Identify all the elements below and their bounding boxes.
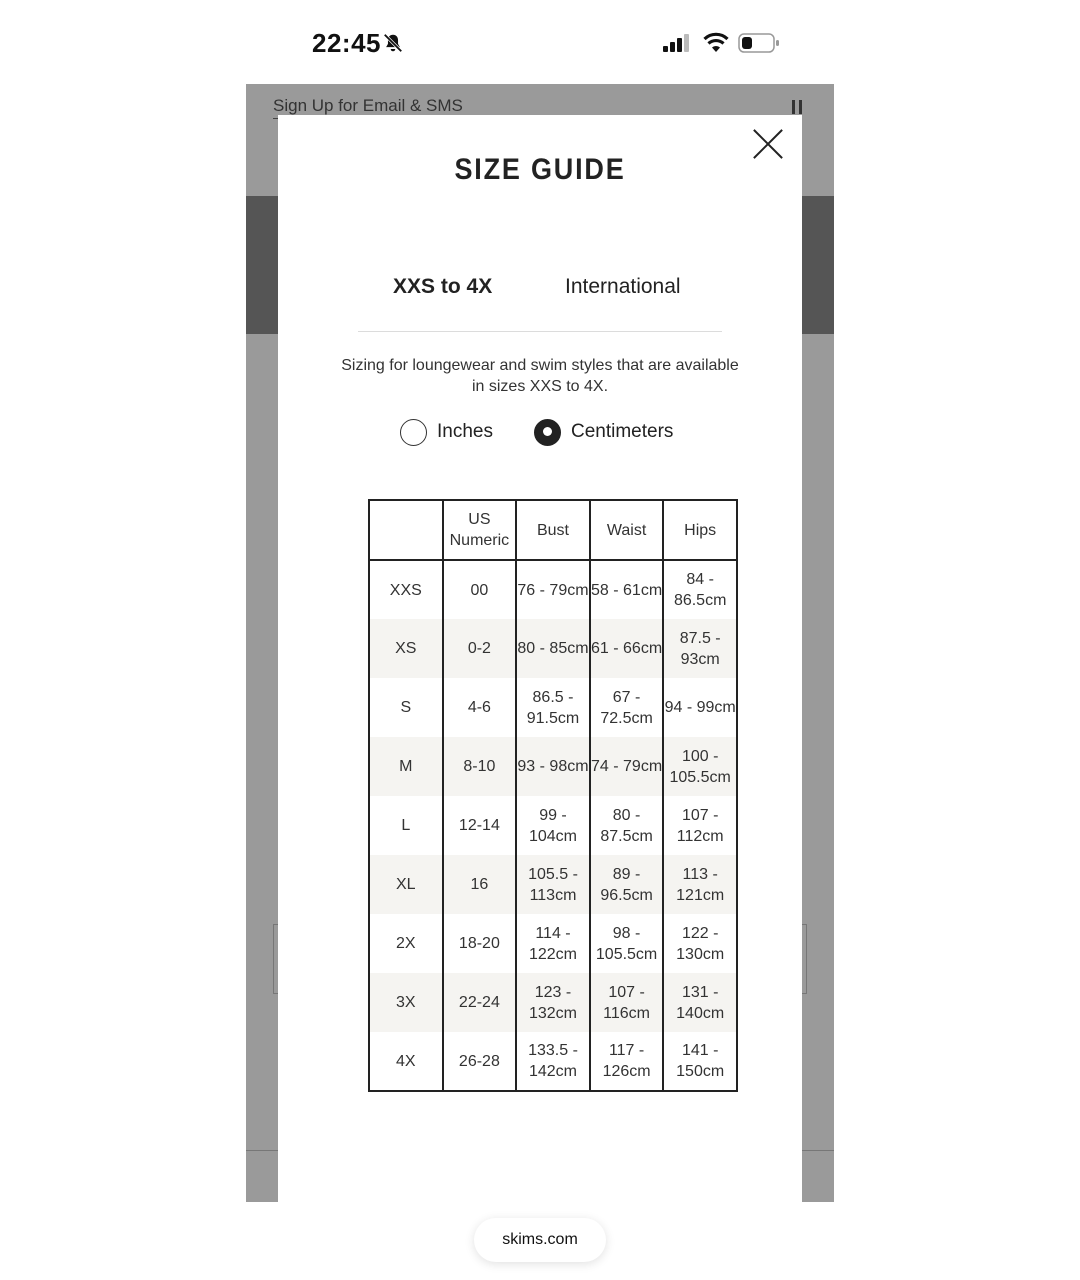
table-row — [369, 560, 737, 619]
table-row — [369, 619, 737, 678]
cell-waist: 89 - 96.5cm — [590, 855, 664, 914]
radio-inches[interactable] — [400, 419, 427, 446]
tab-international[interactable]: International — [565, 275, 681, 298]
battery-icon — [738, 32, 780, 54]
cell-bust: 86.5 - 91.5cm — [516, 678, 590, 737]
status-time: 22:45 — [312, 28, 381, 58]
cell-bust: 93 - 98cm — [516, 737, 590, 796]
unit-option-inches[interactable] — [400, 415, 493, 449]
cell-hips: 122 - 130cm — [663, 914, 737, 973]
cell-us-numeric: 0-2 — [443, 619, 517, 678]
cell-waist: 107 - 116cm — [590, 973, 664, 1032]
header-bust: Bust — [516, 500, 590, 560]
cell-us-numeric: 26-28 — [443, 1032, 517, 1091]
tab-divider — [358, 331, 722, 332]
cell-bust: 99 - 104cm — [516, 796, 590, 855]
status-bar — [0, 0, 1080, 84]
url-bar[interactable]: skims.com — [474, 1218, 606, 1262]
header-hips: Hips — [663, 500, 737, 560]
pause-icon — [792, 100, 802, 114]
cell-hips: 107 - 112cm — [663, 796, 737, 855]
table-row — [369, 973, 737, 1032]
header-waist: Waist — [590, 500, 664, 560]
cell-bust: 123 - 132cm — [516, 973, 590, 1032]
cell-size: L — [369, 796, 443, 855]
cell-waist: 98 - 105.5cm — [590, 914, 664, 973]
modal-title: SIZE GUIDE — [454, 153, 626, 186]
cell-size: M — [369, 737, 443, 796]
header-size — [369, 500, 443, 560]
table-row — [369, 855, 737, 914]
cell-hips: 84 - 86.5cm — [663, 560, 737, 619]
unit-label-inches: Inches — [437, 421, 493, 442]
cell-size: S — [369, 678, 443, 737]
cell-bust: 114 - 122cm — [516, 914, 590, 973]
cell-hips: 131 - 140cm — [663, 973, 737, 1032]
cell-bust: 80 - 85cm — [516, 619, 590, 678]
cell-waist: 58 - 61cm — [590, 560, 664, 619]
cell-us-numeric: 18-20 — [443, 914, 517, 973]
cell-size: 2X — [369, 914, 443, 973]
tab-xxs-to-4x[interactable]: XXS to 4X — [393, 275, 493, 298]
signal-icon — [662, 33, 692, 53]
cell-size: XS — [369, 619, 443, 678]
table-row — [369, 914, 737, 973]
sizing-description: Sizing for loungewear and swim styles that are available in sizes XXS to 4X. — [341, 357, 739, 395]
wifi-icon — [702, 31, 730, 53]
header-us-numeric: US Numeric — [443, 500, 517, 560]
cell-waist: 74 - 79cm — [590, 737, 664, 796]
table-row — [369, 796, 737, 855]
cell-us-numeric: 00 — [443, 560, 517, 619]
size-table-header-row — [369, 500, 737, 560]
cell-us-numeric: 8-10 — [443, 737, 517, 796]
cell-waist: 67 - 72.5cm — [590, 678, 664, 737]
size-guide-modal — [278, 115, 802, 1202]
cell-size: 4X — [369, 1032, 443, 1091]
unit-label-centimeters: Centimeters — [571, 421, 674, 442]
cell-waist: 117 - 126cm — [590, 1032, 664, 1091]
cell-us-numeric: 16 — [443, 855, 517, 914]
cell-waist: 80 - 87.5cm — [590, 796, 664, 855]
cell-hips: 87.5 - 93cm — [663, 619, 737, 678]
cell-us-numeric: 4-6 — [443, 678, 517, 737]
cell-bust: 133.5 - 142cm — [516, 1032, 590, 1091]
bell-off-icon — [382, 32, 404, 54]
table-row — [369, 737, 737, 796]
cell-us-numeric: 22-24 — [443, 973, 517, 1032]
cell-hips: 141 - 150cm — [663, 1032, 737, 1091]
cell-size: XL — [369, 855, 443, 914]
cell-hips: 113 - 121cm — [663, 855, 737, 914]
cell-us-numeric: 12-14 — [443, 796, 517, 855]
cell-waist: 61 - 66cm — [590, 619, 664, 678]
unit-option-centimeters[interactable] — [534, 415, 673, 449]
cell-bust: 76 - 79cm — [516, 560, 590, 619]
radio-centimeters[interactable] — [534, 419, 561, 446]
cell-size: 3X — [369, 973, 443, 1032]
table-row — [369, 678, 737, 737]
cell-hips: 100 - 105.5cm — [663, 737, 737, 796]
cell-size: XXS — [369, 560, 443, 619]
cell-bust: 105.5 - 113cm — [516, 855, 590, 914]
size-table — [368, 499, 738, 1092]
table-row — [369, 1032, 737, 1091]
background-banner: Sign Up for Email & SMS — [273, 96, 463, 115]
cell-hips: 94 - 99cm — [663, 678, 737, 737]
